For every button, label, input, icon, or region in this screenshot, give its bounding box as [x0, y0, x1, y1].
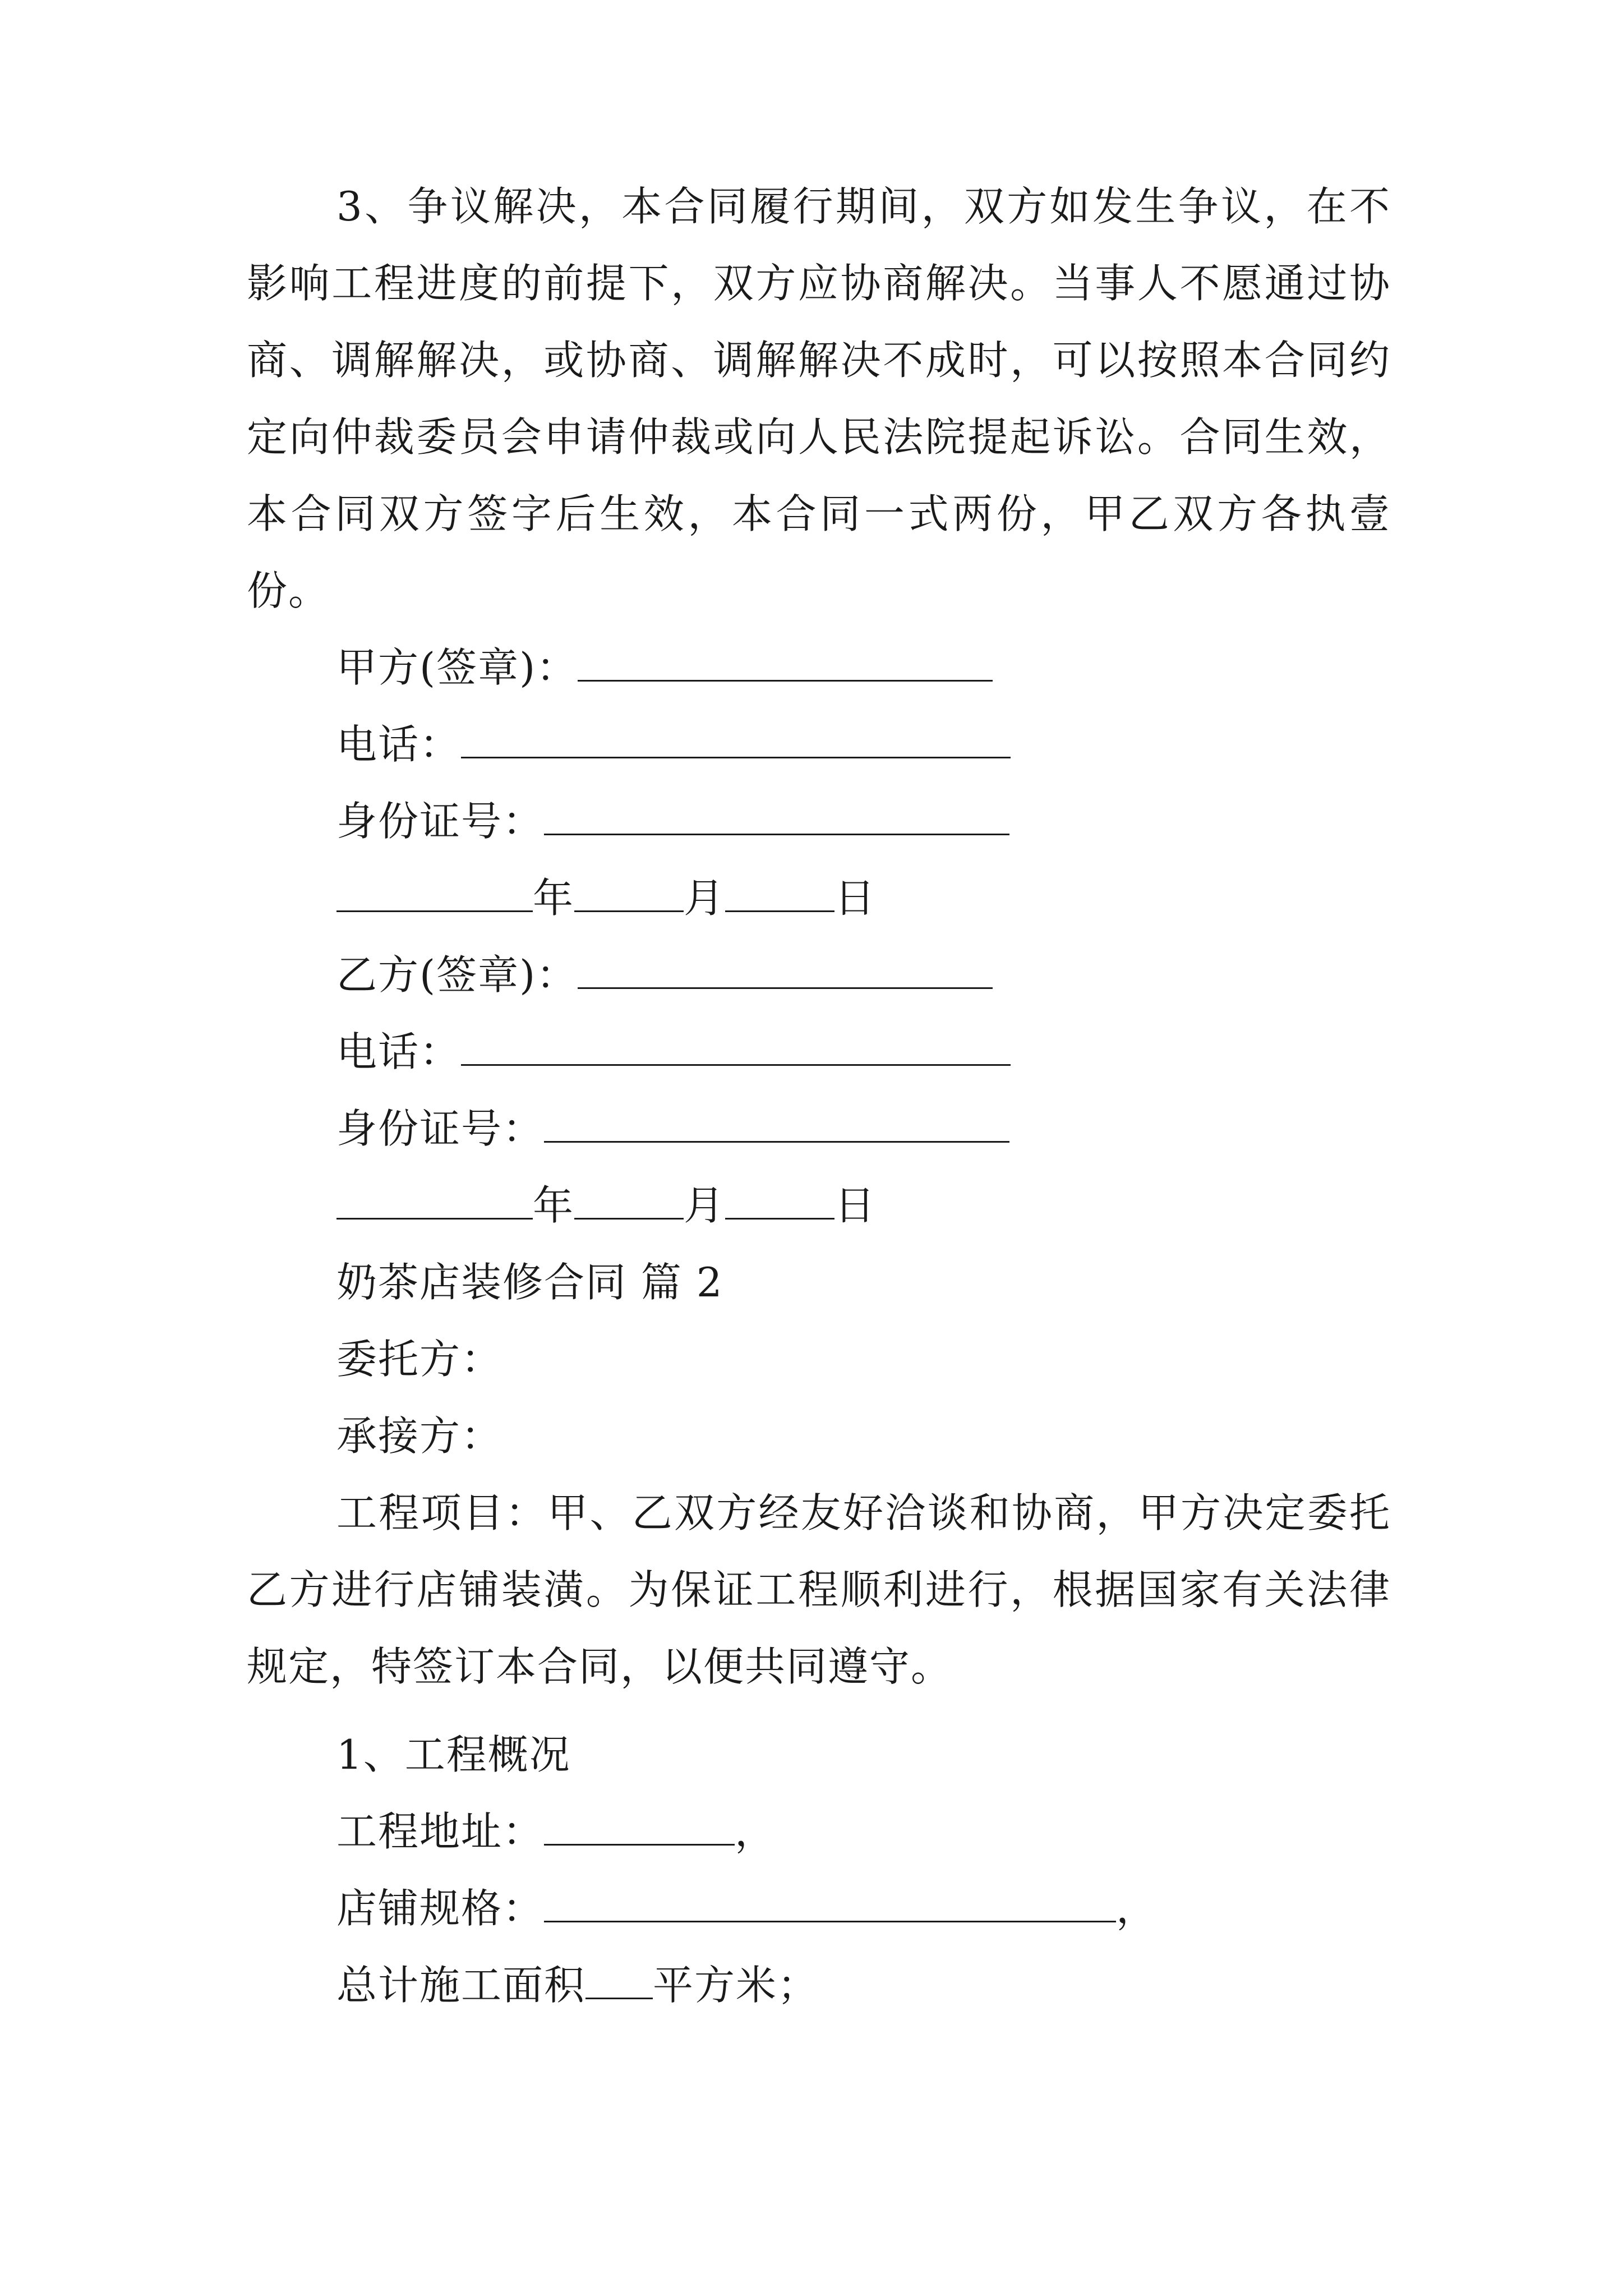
party-b-year-blank	[336, 1184, 533, 1220]
party-a-date-line	[247, 860, 1391, 937]
spec-label: 店铺规格：	[336, 1885, 545, 1932]
party-a-phone-label: 电话：	[336, 721, 462, 768]
party-a-id-label: 身份证号：	[336, 798, 545, 845]
party-a-year-blank	[336, 877, 533, 912]
party-a-sign-label: 甲方(签章)：	[336, 644, 578, 691]
party-a-phone-line	[247, 706, 1391, 783]
party-a-id-line	[247, 783, 1391, 860]
party-a-id-blank	[544, 800, 1009, 835]
client-label: 委托方：	[336, 1336, 503, 1383]
spec-blank	[544, 1887, 1116, 1922]
party-a-day-label: 日	[834, 875, 877, 922]
party-a-day-blank	[725, 877, 834, 912]
party-b-phone-label: 电话：	[336, 1028, 462, 1075]
party-b-sign-label: 乙方(签章)：	[336, 951, 578, 999]
total-area-line	[247, 1947, 1391, 2024]
party-b-day-blank	[725, 1184, 834, 1220]
party-b-day-label: 日	[834, 1182, 877, 1229]
clause-3-dispute-resolution: 3、争议解决，本合同履行期间，双方如发生争议，在不影响工程进度的前提下，双方应协商解决。当事人不愿通过协商、调解解决，或协商、调解解决不成时，可以按照本合同约定向仲裁委员会申请仲裁或向人民法院提起诉讼。合同生效，本合同双方签字后生效，本合同一式两份，甲乙双方各执壹份。	[247, 183, 1391, 614]
party-a-phone-blank	[461, 723, 1011, 758]
overview-heading: 1、工程概况	[336, 1731, 571, 1778]
area-suffix: 平方米；	[653, 1962, 819, 2009]
party-a-year-label: 年	[533, 875, 575, 922]
party-b-sign-blank	[578, 954, 993, 989]
party-b-id-label: 身份证号：	[336, 1105, 545, 1152]
address-blank	[544, 1810, 735, 1846]
contract-page	[247, 168, 1391, 2024]
party-a-month-label: 月	[684, 875, 726, 922]
party-b-signature-line	[247, 937, 1391, 1014]
contractor-label: 承接方：	[336, 1412, 503, 1460]
section-2-title: 奶茶店装修合同 篇 2	[336, 1259, 723, 1306]
party-b-date-line	[247, 1167, 1391, 1244]
party-b-phone-line	[247, 1014, 1391, 1091]
address-comma: ，	[735, 1808, 777, 1855]
project-intro: 工程项目：甲、乙双方经友好洽谈和协商，甲方决定委托乙方进行店铺装潢。为保证工程顺利进行，根据国家有关法律规定，特签订本合同，以便共同遵守。	[247, 1489, 1391, 1690]
spec-comma: ，	[1116, 1885, 1158, 1932]
spacer	[247, 1705, 1391, 1717]
party-b-month-blank	[574, 1184, 684, 1220]
party-b-month-label: 月	[684, 1182, 726, 1229]
area-prefix: 总计施工面积	[336, 1962, 586, 2009]
party-b-id-line	[247, 1091, 1391, 1167]
party-a-sign-blank	[578, 646, 993, 682]
party-b-id-blank	[544, 1107, 1009, 1143]
party-a-month-blank	[574, 877, 684, 912]
party-a-signature-line	[247, 629, 1391, 706]
store-spec-line	[247, 1870, 1391, 1947]
party-b-phone-blank	[461, 1030, 1011, 1066]
party-b-year-label: 年	[533, 1182, 575, 1229]
area-blank	[585, 1964, 653, 1999]
project-address-line	[247, 1793, 1391, 1870]
address-label: 工程地址：	[336, 1808, 545, 1855]
